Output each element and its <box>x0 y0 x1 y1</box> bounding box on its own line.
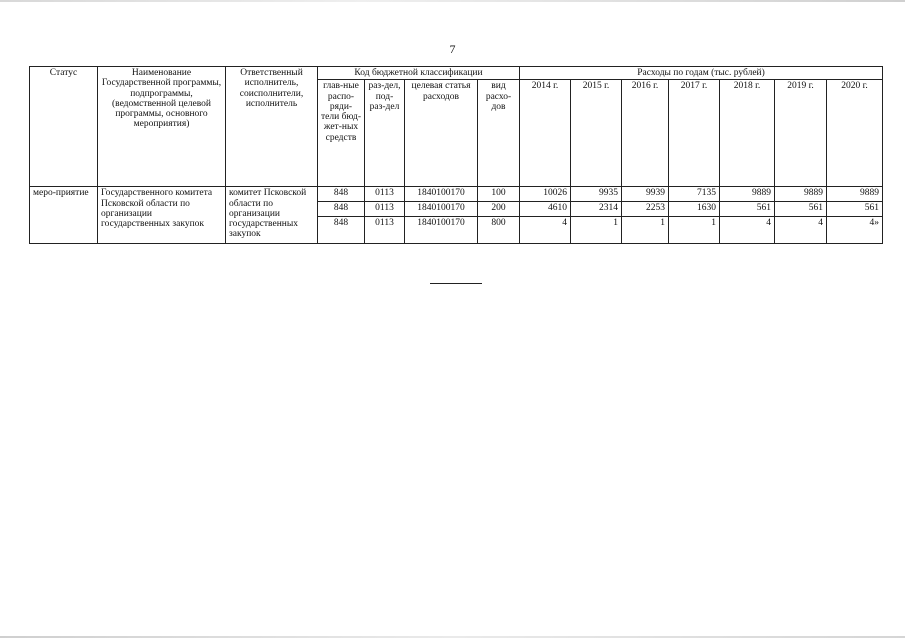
cell-value-2020: 561 <box>827 202 883 217</box>
cell-value-2014: 4610 <box>520 202 571 217</box>
cell-grbs: 848 <box>318 187 365 202</box>
cell-section: 0113 <box>365 202 405 217</box>
page-number: 7 <box>449 42 456 56</box>
cell-value-2016: 9939 <box>622 187 669 202</box>
header-year-2019: 2019 г. <box>775 80 827 187</box>
cell-target-article: 1840100170 <box>405 217 478 244</box>
scan-bottom-edge <box>0 636 905 638</box>
header-year-2017: 2017 г. <box>669 80 720 187</box>
cell-status: меро-приятие <box>30 187 98 244</box>
header-expense-type: вид расхо-дов <box>478 80 520 187</box>
header-section: раз-дел, под-раз-дел <box>365 80 405 187</box>
cell-target-article: 1840100170 <box>405 202 478 217</box>
header-grbs: глав-ные распо-ряди-тели бюд-жет-ных средств <box>318 80 365 187</box>
cell-value-2018: 9889 <box>720 187 775 202</box>
cell-section: 0113 <box>365 217 405 244</box>
cell-section: 0113 <box>365 187 405 202</box>
separator-line <box>430 283 482 284</box>
cell-value-2014: 4 <box>520 217 571 244</box>
cell-value-2015: 1 <box>571 217 622 244</box>
cell-value-2019: 9889 <box>775 187 827 202</box>
header-budget-code-group: Код бюджетной классификации <box>318 67 520 80</box>
header-year-2014: 2014 г. <box>520 80 571 187</box>
scan-top-edge <box>0 0 905 2</box>
header-expenses-group: Расходы по годам (тыс. рублей) <box>520 67 883 80</box>
cell-expense-type: 800 <box>478 217 520 244</box>
header-responsible: Ответственный исполнитель, соисполнители, исполнитель <box>226 67 318 187</box>
cell-value-2019: 4 <box>775 217 827 244</box>
cell-grbs: 848 <box>318 202 365 217</box>
cell-value-2018: 4 <box>720 217 775 244</box>
header-row-top <box>30 67 883 80</box>
cell-value-2015: 9935 <box>571 187 622 202</box>
cell-value-2014: 10026 <box>520 187 571 202</box>
cell-value-2019: 561 <box>775 202 827 217</box>
cell-value-2016: 2253 <box>622 202 669 217</box>
table-row <box>30 187 883 202</box>
cell-value-2018: 561 <box>720 202 775 217</box>
cell-expense-type: 200 <box>478 202 520 217</box>
cell-target-article: 1840100170 <box>405 187 478 202</box>
cell-value-2020: 9889 <box>827 187 883 202</box>
cell-program-name: Государственного комитета Псковской области по организации государственных закупок <box>98 187 226 244</box>
header-status: Статус <box>30 67 98 187</box>
header-year-2020: 2020 г. <box>827 80 883 187</box>
cell-expense-type: 100 <box>478 187 520 202</box>
cell-grbs: 848 <box>318 217 365 244</box>
cell-value-2017: 1630 <box>669 202 720 217</box>
budget-table <box>29 66 883 244</box>
cell-value-2016: 1 <box>622 217 669 244</box>
cell-value-2017: 1 <box>669 217 720 244</box>
cell-value-2017: 7135 <box>669 187 720 202</box>
header-year-2018: 2018 г. <box>720 80 775 187</box>
header-program-name: Наименование Государственной программы, подпрограммы, (ведомственной целевой программы, основного мероприятия) <box>98 67 226 187</box>
cell-value-2015: 2314 <box>571 202 622 217</box>
cell-value-2020: 4» <box>827 217 883 244</box>
cell-responsible: комитет Псковской области по организации государственных закупок <box>226 187 318 244</box>
header-target-article: целевая статья расходов <box>405 80 478 187</box>
header-year-2015: 2015 г. <box>571 80 622 187</box>
header-year-2016: 2016 г. <box>622 80 669 187</box>
